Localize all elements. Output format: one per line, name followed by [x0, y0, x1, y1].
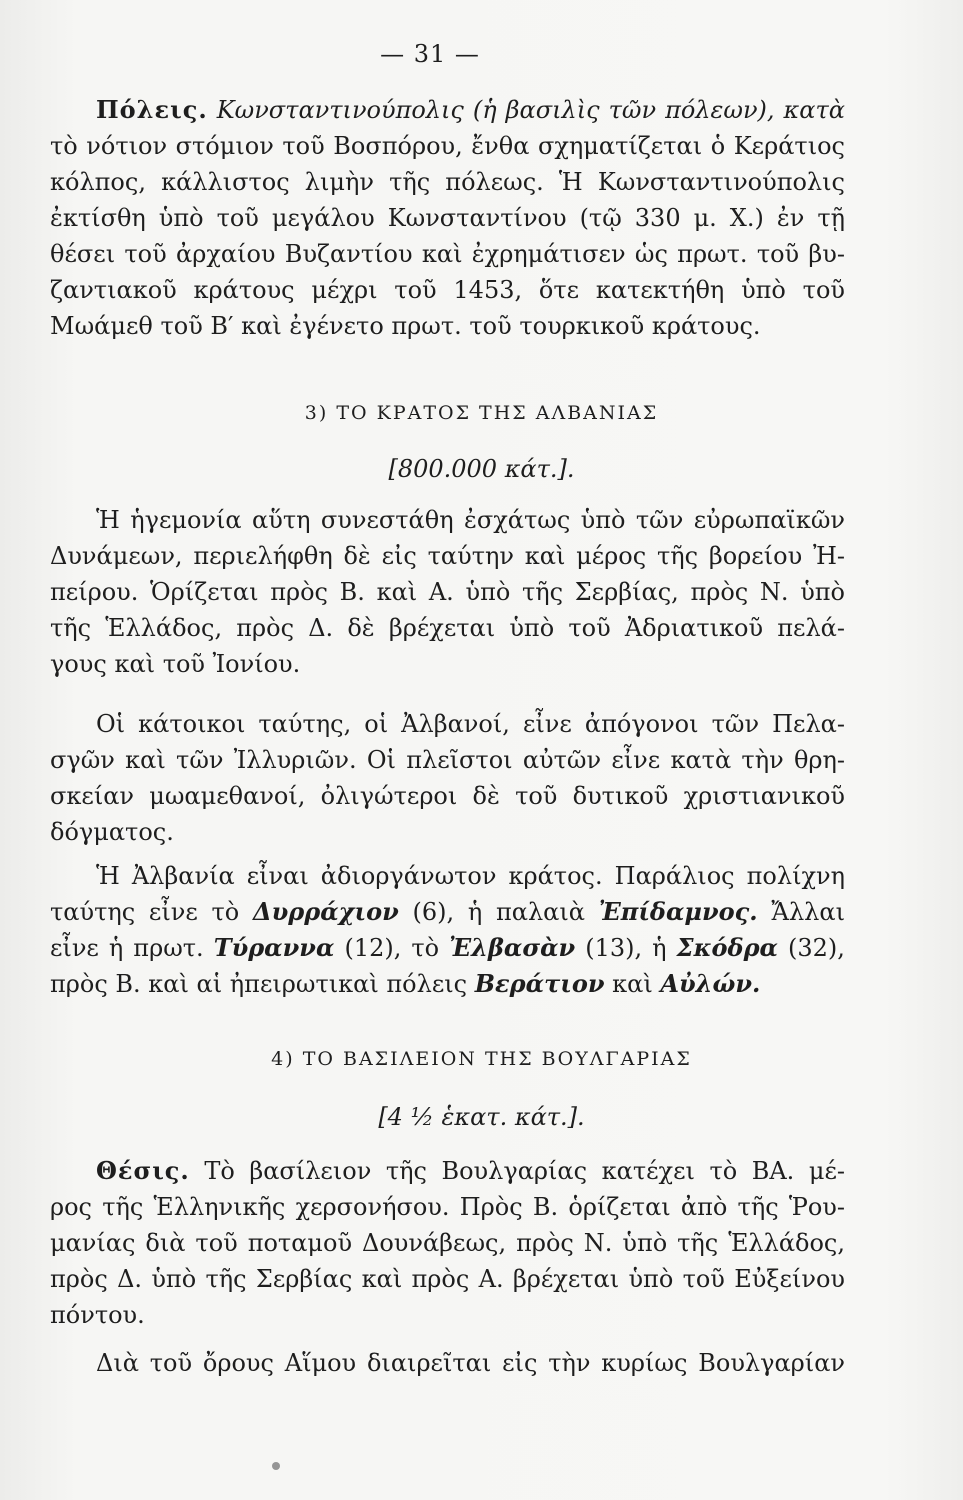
text-line: Διὰ τοῦ ὄρους Αἵμου διαιρεῖται εἰς τὴν κυρίως Βουλγαρίαν [96, 1349, 845, 1377]
page-number: — 31 — [380, 40, 480, 68]
text-line: πρὸς Δ. ὑπὸ τῆς Σερβίας καὶ πρὸς Α. βρέχεται ὑπὸ τοῦ Εὐξείνου [50, 1265, 845, 1293]
text-line: ρος τῆς Ἑλληνικῆς χερσονήσου. Πρὸς Β. ὁρίζεται ἀπὸ τῆς Ῥου- [50, 1193, 845, 1221]
text-line: σκείαν μωαμεθανοί, ὀλιγώτεροι δὲ τοῦ δυτικοῦ χριστιανικοῦ [50, 782, 845, 810]
place-name-elbasan: Ἐλβασὰν [449, 933, 576, 962]
text-line: ζαντιακοῦ κράτους μέχρι τοῦ 1453, ὅτε κατεκτήθη ὑπὸ τοῦ [50, 276, 845, 304]
text-line: Κωνσταντινούπολις (ἡ βασιλὶς τῶν πόλεων), κατὰ [216, 96, 845, 124]
text-run: καὶ [612, 970, 653, 998]
text-line: τὸ νότιον στόμιον τοῦ Βοσπόρου, ἔνθα σχηματίζεται ὁ Κεράτιος [50, 132, 845, 160]
text-line [50, 894, 845, 930]
bulgaria-paragraph-2 [50, 1345, 845, 1381]
albania-paragraph-2 [50, 706, 845, 850]
text-run: (6), ἡ παλαιὰ [412, 898, 585, 926]
text-line: Δυνάμεων, περιελήφθη δὲ εἰς ταύτην καὶ μέρος τῆς βορείου Ἠ- [50, 542, 845, 570]
text-run: ταύτης εἶνε τὸ [50, 898, 240, 926]
text-line [50, 966, 845, 1002]
text-line: Μωάμεθ τοῦ Β′ καὶ ἐγένετο πρωτ. τοῦ τουρκικοῦ κράτους. [50, 312, 761, 340]
place-name-beration: Βεράτιον [474, 969, 605, 998]
text-line: θέσει τοῦ ἀρχαίου Βυζαντίου καὶ ἐχρημάτισεν ὡς πρωτ. τοῦ βυ- [50, 240, 845, 268]
text-line: πόντου. [50, 1301, 145, 1329]
cities-paragraph [50, 92, 845, 344]
section-lead-poleis: Πόλεις. [96, 95, 208, 124]
text-line: δόγματος. [50, 818, 174, 846]
place-name-aulon: Αὐλών. [660, 969, 761, 998]
text-line: μανίας διὰ τοῦ ποταμοῦ Δουνάβεως, πρὸς Ν. ὑπὸ τῆς Ἑλλάδος, [50, 1229, 845, 1257]
text-run: Ἄλλαι [771, 898, 846, 926]
place-name-skodra: Σκόδρα [676, 933, 778, 962]
text-run: Τὸ βασίλειον τῆς Βουλγαρίας κατέχει τὸ ΒΑ. μέ- [204, 1157, 845, 1185]
text-run: εἶνε ἡ πρωτ. [50, 934, 204, 962]
albania-paragraph-1 [50, 502, 845, 682]
text-run: πρὸς Β. καὶ αἱ ἠπειρωτικαὶ πόλεις [50, 970, 468, 998]
text-line: ἐκτίσθη ὑπὸ τοῦ μεγάλου Κωνσταντίνου (τῷ 330 μ. Χ.) ἐν τῇ [50, 204, 845, 232]
text-line [50, 930, 845, 966]
place-name-epidamnos: Ἐπίδαμνος. [598, 897, 758, 926]
place-name-tyranna: Τύραννα [213, 933, 335, 962]
bulgaria-paragraph-1 [50, 1153, 845, 1333]
text-line [50, 92, 845, 128]
text-line: κόλπος, κάλλιστος λιμὴν τῆς πόλεως. Ἡ Κωνσταντινούπολις [50, 168, 845, 196]
section-heading-albania: 3) ΤΟ ΚΡΑΤΟΣ ΤΗΣ ΑΛΒΑΝΙΑΣ [304, 402, 659, 424]
text-run: (32), [788, 934, 845, 962]
text-line: γους καὶ τοῦ Ἰονίου. [50, 650, 301, 678]
place-name-dyrrachion: Δυρράχιον [253, 897, 399, 926]
text-line: πείρου. Ὁρίζεται πρὸς Β. καὶ Α. ὑπὸ τῆς Σερβίας, πρὸς Ν. ὑπὸ [50, 578, 845, 606]
text-line [50, 1153, 845, 1189]
section-heading-bulgaria: 4) ΤΟ ΒΑΣΙΛΕΙΟΝ ΤΗΣ ΒΟΥΛΓΑΡΙΑΣ [271, 1048, 692, 1070]
text-line: Οἱ κάτοικοι ταύτης, οἱ Ἀλβανοί, εἶνε ἀπόγονοι τῶν Πελα- [96, 710, 845, 738]
text-line: τῆς Ἑλλάδος, πρὸς Δ. δὲ βρέχεται ὑπὸ τοῦ Ἀδριατικοῦ πελά- [50, 614, 845, 642]
text-run: (12), τὸ [344, 934, 440, 962]
area-albania: [800.000 κάτ.]. [388, 455, 575, 483]
text-run: (13), ἡ [585, 934, 667, 962]
text-line: Ἡ ἡγεμονία αὕτη συνεστάθη ἐσχάτως ὑπὸ τῶν εὐρωπαϊκῶν [96, 506, 845, 534]
area-bulgaria: [4 ½ ἑκατ. κάτ.]. [378, 1103, 585, 1131]
text-line: σγῶν καὶ τῶν Ἰλλυριῶν. Οἱ πλεῖστοι αὐτῶν εἶνε κατὰ τὴν θρη- [50, 746, 845, 774]
text-line: Ἡ Ἀλβανία εἶναι ἀδιοργάνωτον κράτος. Παράλιος πολίχνη [96, 862, 845, 890]
albania-paragraph-3 [50, 858, 845, 1002]
section-lead-thesis: Θέσις. [96, 1156, 190, 1185]
ink-spot [272, 1462, 280, 1470]
